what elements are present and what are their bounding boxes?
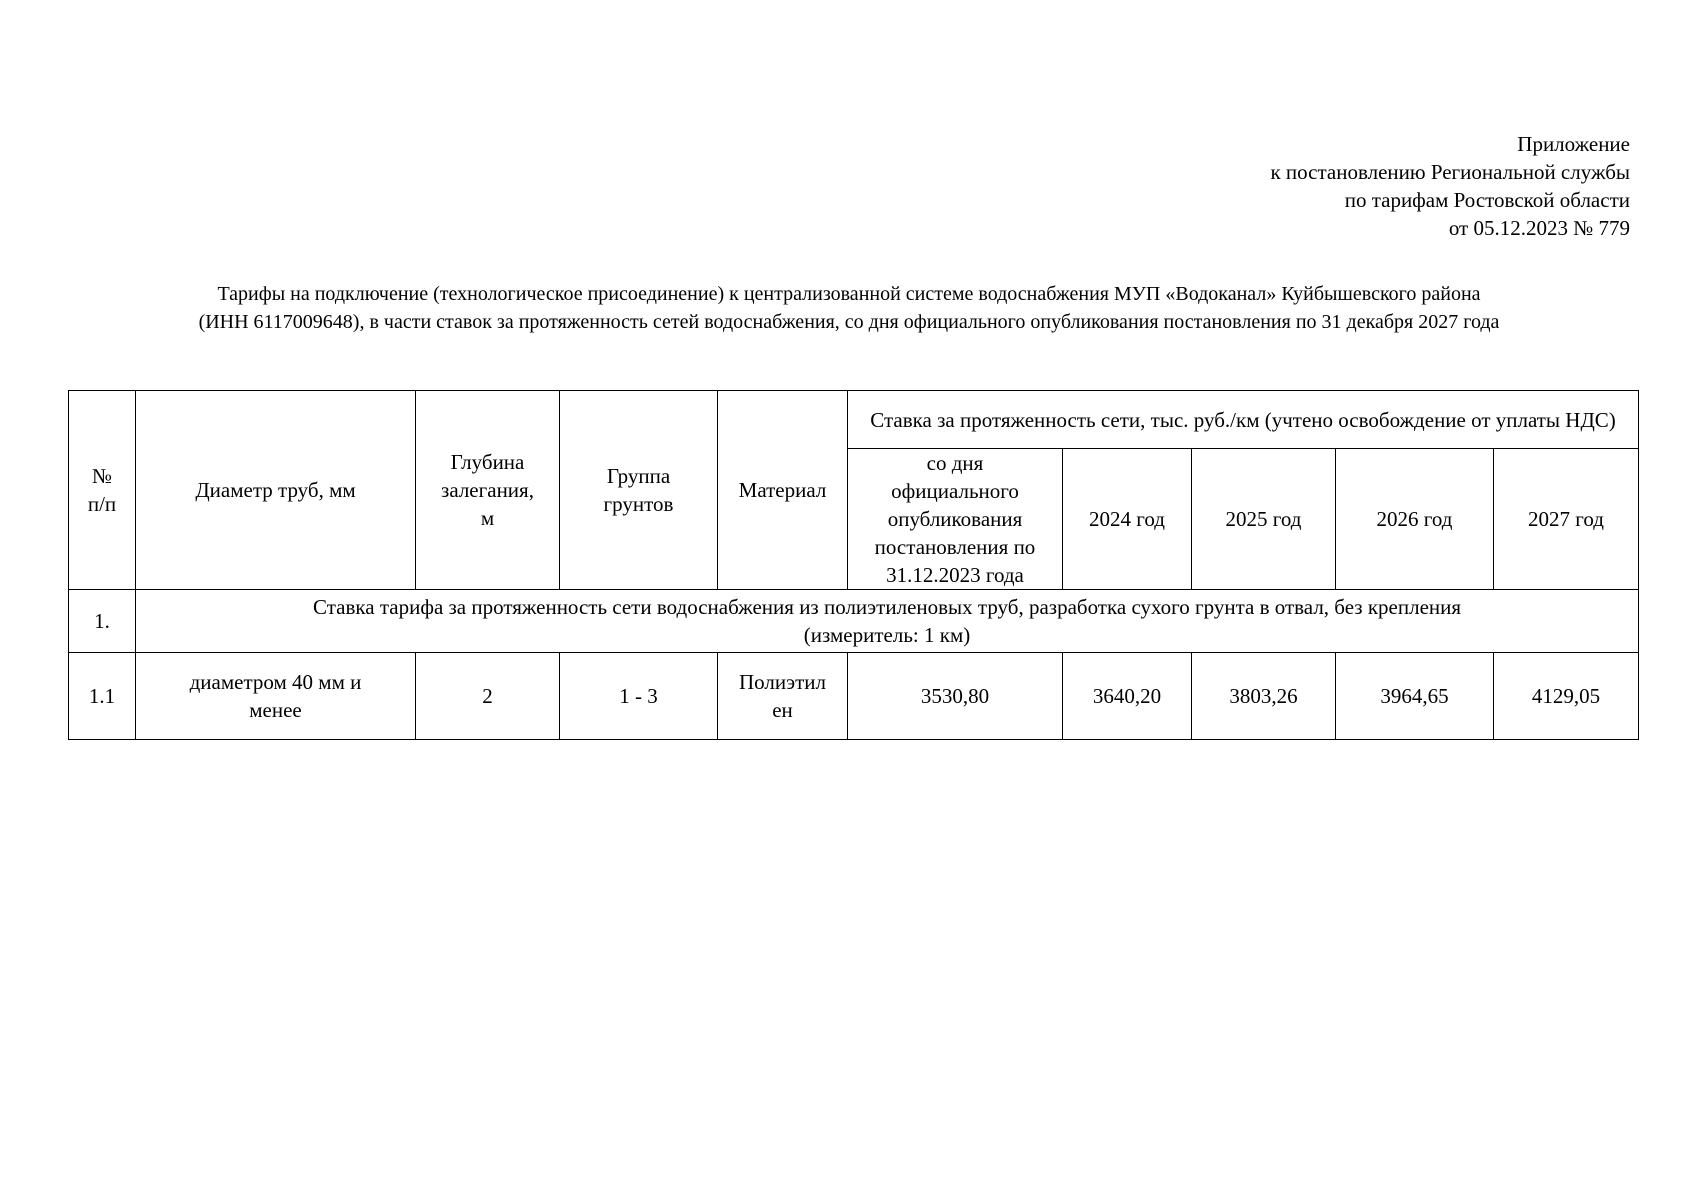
document-title xyxy=(40,280,1658,336)
row-rate-2026: 3964,65 xyxy=(1336,653,1494,740)
row-material: Полиэтил ен xyxy=(718,653,848,740)
row-num: 1.1 xyxy=(69,653,136,740)
header-material: Материал xyxy=(718,391,848,590)
appendix-line-1: Приложение xyxy=(1517,132,1630,156)
header-diameter: Диаметр труб, мм xyxy=(136,391,416,590)
header-rate-group: Ставка за протяженность сети, тыс. руб./км (учтено освобождение от уплаты НДС) xyxy=(848,391,1639,449)
tariff-table xyxy=(68,390,1639,740)
row-soil-group: 1 - 3 xyxy=(560,653,718,740)
row-rate-2023: 3530,80 xyxy=(848,653,1063,740)
appendix-line-2: к постановлению Региональной службы xyxy=(1270,160,1630,184)
section-row xyxy=(69,590,1639,653)
row-rate-2027: 4129,05 xyxy=(1494,653,1639,740)
row-rate-2024: 3640,20 xyxy=(1063,653,1192,740)
appendix-header xyxy=(1270,130,1630,242)
section-num: 1. xyxy=(69,590,136,653)
table-row xyxy=(69,653,1639,740)
row-diameter: диаметром 40 мм и менее xyxy=(136,653,416,740)
appendix-line-3: по тарифам Ростовской области xyxy=(1344,188,1630,212)
table-header-row xyxy=(69,391,1639,449)
appendix-line-4: от 05.12.2023 № 779 xyxy=(1448,216,1630,240)
title-line-2: (ИНН 6117009648), в части ставок за протяженность сетей водоснабжения, со дня официального опубликования постановления по 31 декабря 2027 года xyxy=(198,311,1500,333)
header-year-2024: 2024 год xyxy=(1063,449,1192,590)
header-year-2025: 2025 год xyxy=(1192,449,1336,590)
header-num: № п/п xyxy=(69,391,136,590)
title-line-1: Тарифы на подключение (технологическое присоединение) к централизованной системе водоснабжения МУП «Водоканал» Куйбышевского района xyxy=(217,283,1481,305)
section-text: Ставка тарифа за протяженность сети водоснабжения из полиэтиленовых труб, разработка сухого грунта в отвал, без крепления (измеритель: 1 км) xyxy=(136,590,1639,653)
row-rate-2025: 3803,26 xyxy=(1192,653,1336,740)
header-year-2026: 2026 год xyxy=(1336,449,1494,590)
row-depth: 2 xyxy=(416,653,560,740)
header-depth: Глубина залегания, м xyxy=(416,391,560,590)
header-period-2023: со дня официального опубликования постановления по 31.12.2023 года xyxy=(848,449,1063,590)
header-soil-group: Группа грунтов xyxy=(560,391,718,590)
header-year-2027: 2027 год xyxy=(1494,449,1639,590)
